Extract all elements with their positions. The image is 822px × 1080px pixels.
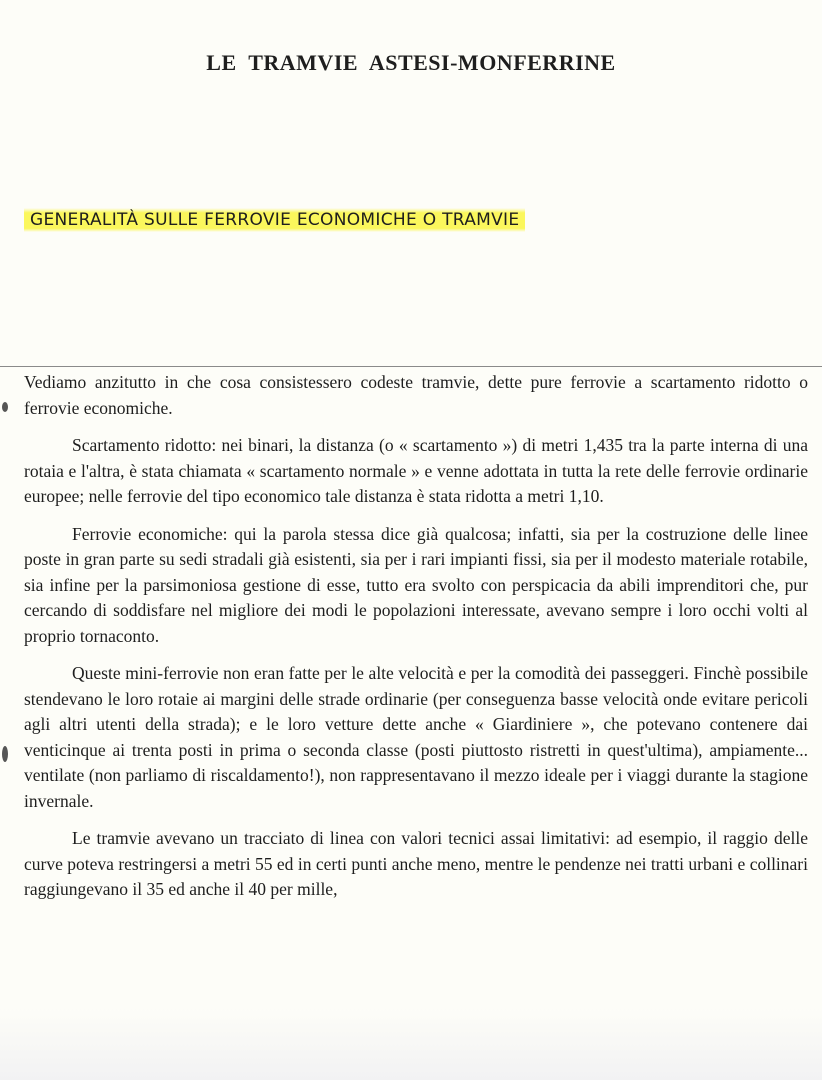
scan-shadow xyxy=(0,1008,822,1080)
paragraph: Scartamento ridotto: nei binari, la distanza (o « scartamento ») di metri 1,435 tra la parte interna di una rotaia e l'altra, è stata chiamata « scartamento normale » e venne adottata in tutta la rete delle ferrovie ordinarie europee; nelle ferrovie del tipo economico tale distanza è stata ridotta a metri 1,10. xyxy=(24,435,808,506)
scan-margin-mark xyxy=(2,746,8,762)
page-title: LE TRAMVIE ASTESI-MONFERRINE xyxy=(206,50,616,75)
paragraph: Le tramvie avevano un tracciato di linea con valori tecnici assai limitativi: ad esempio, il raggio delle curve poteva restringersi a metri 55 ed in certi punti anche meno, mentre le pendenze nei tratti urbani e collinari raggiungevano il 35 ed anche il 40 per mille, xyxy=(24,828,808,899)
paragraph: Queste mini-ferrovie non eran fatte per le alte velocità e per la comodità dei passeggeri. Finchè possibile stendevano le loro rotaie ai margini delle strade ordinarie (per conseguenza basse velocità onde evitare pericoli agli altri utenti della strada); e le loro vetture dette anche « Giardiniere », che potevano contenere dai venticinque ai trenta posti in prima o seconda classe (posti piuttosto ristretti in quest'ultima), ampiamente... ventilate (non parliamo di riscaldamento!), non rappresentavano il mezzo ideale per i viaggi durante la stagione invernale. xyxy=(24,663,808,811)
paragraph: Vediamo anzitutto in che cosa consistessero codeste tramvie, dette pure ferrovie a scartamento ridotto o ferrovie economiche. xyxy=(24,372,808,418)
paragraph: Ferrovie economiche: qui la parola stessa dice già qualcosa; infatti, sia per la costruzione delle linee poste in gran parte su sedi stradali già esistenti, sia per i rari impianti fissi, sia per il modesto materiale rotabile, sia infine per la parsimoniosa gestione di esse, tutto era svolto con perspicacia da abili imprenditori che, pur cercando di soddisfare nel migliore dei modi le popolazioni interessate, avevano sempre i loro occhi volti al proprio tornaconto. xyxy=(24,523,808,646)
body-text xyxy=(24,370,808,915)
section-heading-highlighted: GENERALITÀ SULLE FERROVIE ECONOMICHE O TRAMVIE xyxy=(24,208,525,232)
divider xyxy=(0,366,822,367)
scan-margin-mark xyxy=(2,402,8,412)
